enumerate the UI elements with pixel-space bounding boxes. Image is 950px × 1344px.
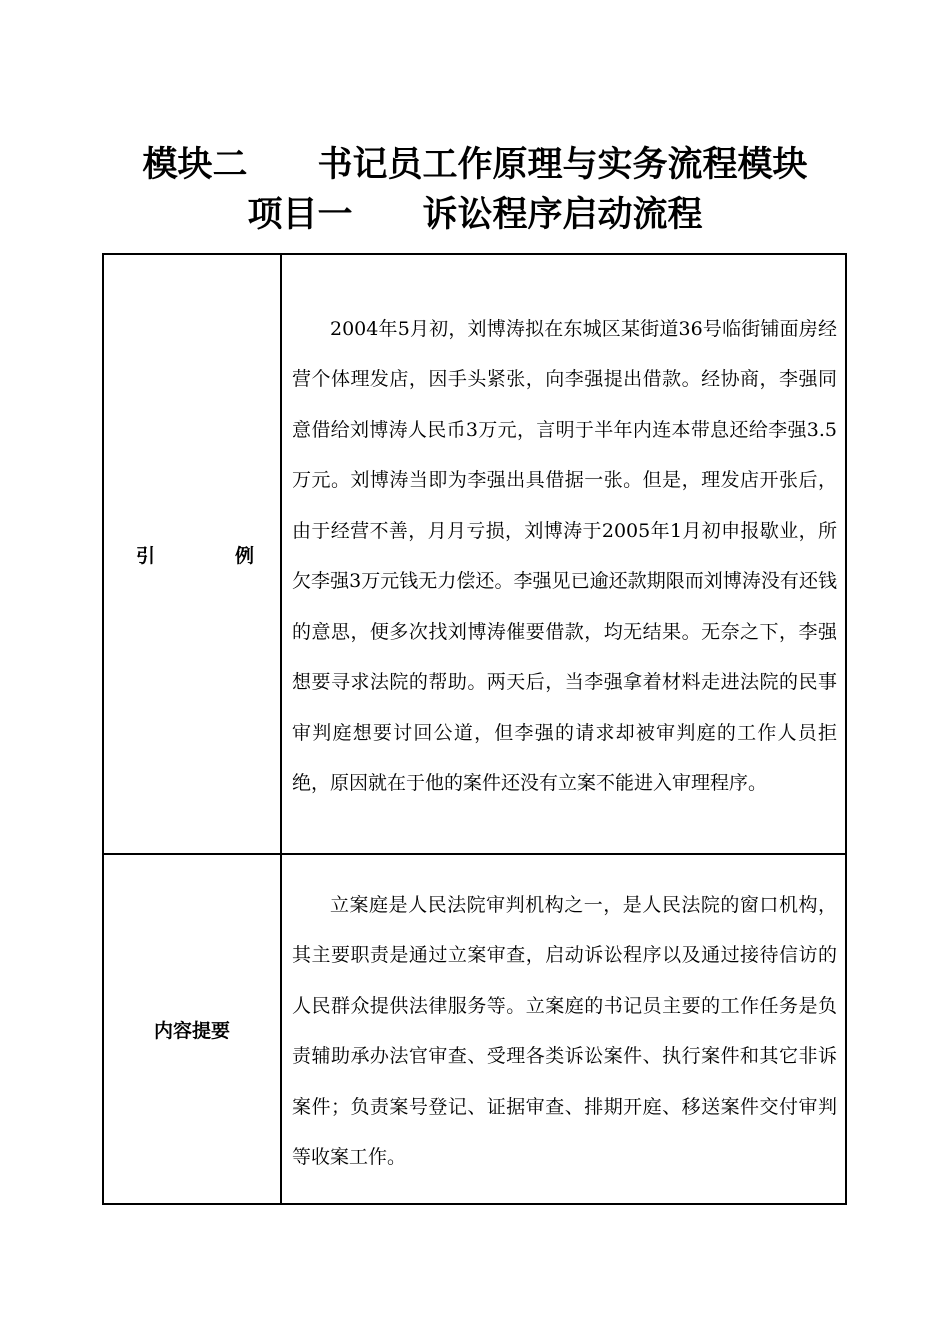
- document-title: [0, 140, 950, 240]
- row-label-char-2: 例: [234, 544, 254, 567]
- title-line-2: 项目一 诉讼程序启动流程: [247, 195, 703, 235]
- content-table: [102, 253, 847, 1205]
- row-content-example: 2004年5月初，刘博涛拟在东城区某街道36号临街铺面房经营个体理发店，因手头紧张，向李强提出借款。经协商，李强同意借给刘博涛人民币3万元，言明于半年内连本带息还给李强3.5万元。刘博涛当即为李强出具借据一张。但是，理发店开张后，由于经营不善，月月亏损，刘博涛于2005年1月初申报歇业，所欠李强3万元钱无力偿还。李强见已逾还款期限而刘博涛没有还钱的意思，便多次找刘博涛催要借款，均无结果。无奈之下，李强想要寻求法院的帮助。两天后，当李强拿着材料走进法院的民事审判庭想要讨回公道，但李强的请求却被审判庭的工作人员拒绝，原因就在于他的案件还没有立案不能进入审理程序。: [281, 254, 846, 854]
- row-label-summary: 内容提要: [103, 854, 281, 1204]
- table-row-example: [103, 254, 846, 854]
- row-label-char-1: 引: [136, 544, 156, 567]
- row-label-example: [103, 254, 281, 854]
- title-line-1: 模块二 书记员工作原理与实务流程模块: [142, 145, 808, 185]
- table-row-summary: [103, 854, 846, 1204]
- row-content-summary: 立案庭是人民法院审判机构之一，是人民法院的窗口机构，其主要职责是通过立案审查，启动诉讼程序以及通过接待信访的人民群众提供法律服务等。立案庭的书记员主要的工作任务是负责辅助承办法官审查、受理各类诉讼案件、执行案件和其它非诉案件；负责案号登记、证据审查、排期开庭、移送案件交付审判等收案工作。: [281, 854, 846, 1204]
